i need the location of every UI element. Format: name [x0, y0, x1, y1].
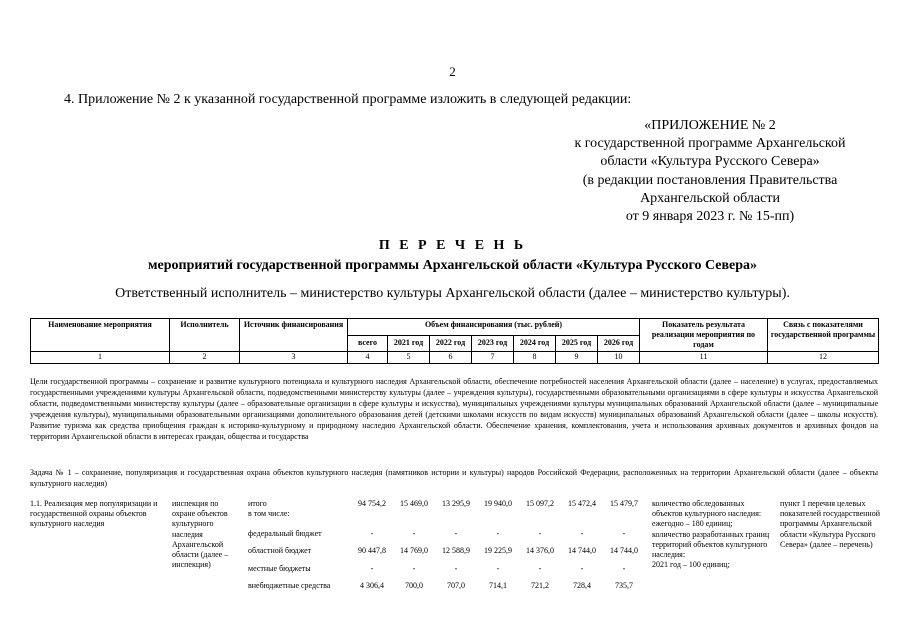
document-subtitle: мероприятий государственной программы Архангельской области «Культура Русского Севера» [147, 258, 758, 273]
header-year: 2024 год [514, 335, 556, 352]
responsible-executor: Ответственный исполнитель – министерство культуры Архангельской области (далее – министерство культуры). [115, 286, 790, 301]
table-header [30, 318, 879, 364]
value-year: 721,2 [531, 581, 549, 590]
header-total: всего [348, 335, 388, 352]
value-year: - [412, 529, 416, 538]
header-year: 2026 год [598, 335, 640, 352]
value-year: 15 469,0 [400, 499, 428, 508]
value-year: 14 769,0 [400, 546, 428, 555]
value-year: - [580, 529, 584, 538]
source-label: областной бюджет [248, 546, 312, 555]
value-year: - [622, 564, 626, 573]
value-year: - [538, 564, 542, 573]
value-year: 12 588,9 [442, 546, 470, 555]
appendix-block [540, 117, 880, 226]
appendix-line: Архангельской области [640, 190, 780, 206]
header-year: 2025 год [556, 335, 598, 352]
value-year: - [454, 529, 458, 538]
document-title: П Е Р Е Ч Е Н Ь [378, 238, 527, 253]
column-number: 2 [170, 352, 240, 364]
column-number: 6 [430, 352, 472, 364]
column-number: 8 [514, 352, 556, 364]
column-number: 3 [240, 352, 348, 364]
appendix-line: от 9 января 2023 г. № 15-пп) [625, 209, 795, 225]
column-number: 9 [556, 352, 598, 364]
value-year: 700,0 [405, 581, 423, 590]
value-year: 14 376,0 [526, 546, 554, 555]
column-number: 7 [472, 352, 514, 364]
value-year: - [412, 564, 416, 573]
column-number: 4 [348, 352, 388, 364]
value-year: 14 744,0 [568, 546, 596, 555]
column-number: 5 [388, 352, 430, 364]
value-year: 13 295,9 [442, 499, 470, 508]
value-year: 15 472,4 [568, 499, 596, 508]
value-year: - [496, 564, 500, 573]
source-label: федеральный бюджет [248, 529, 322, 538]
header-year: 2022 год [430, 335, 472, 352]
value-year: - [580, 564, 584, 573]
appendix-line: к государственной программе Архангельской [574, 136, 846, 152]
header-executor: Исполнитель [170, 319, 240, 352]
value-year: 19 940,0 [484, 499, 512, 508]
measure-executor: инспекция по охране объектов культурного наследия Архангельской области (далее – инспекция) [172, 499, 229, 570]
column-number: 10 [598, 352, 640, 364]
program-indicator-link: пункт 1 перечня целевых показателей государственной программы Архангельской области «Культура Русского Севера» (далее – перечень) [780, 499, 880, 549]
column-number: 12 [768, 352, 879, 364]
value-total: 4 306,4 [360, 581, 384, 590]
page-number: 2 [449, 64, 456, 79]
task-description: Задача № 1 – сохранение, популяризация и государственная охрана объектов культурного наследия (памятников истории и культуры) народов Российской Федерации, расположенных на территории Архангельской области (далее – объекты культурного наследия) [30, 468, 878, 489]
result-indicator: количество обследованных объектов культурного наследия: ежегодно – 180 единиц; количество разработанных границ территорий объектов культурного наследия: 2021 год – 100 единиц; [652, 499, 770, 570]
value-year: - [538, 529, 542, 538]
value-year: - [622, 529, 626, 538]
appendix-line: (в редакции постановления Правительства [582, 172, 838, 188]
program-goals: Цели государственной программы – сохранение и развитие культурного потенциала и культурного наследия Архангельской области, обеспечение потребностей населения Архангельской области (далее – население) в услугах, предоставляемых государственными учреждениями культуры Архангельской области, подведомственными министерству культуры (далее – учреждения культуры), государственными образовательными организациями в сфере культуры и искусства Архангельской области, подведомственными министерству культуры (далее – образовательные организации в сфере культуры и искусства), муниципальных учреждениями культуры муниципальных образований Архангельской области (далее – муниципальные учреждения культуры), муниципальными образовательными организациями дополнительного образования детей (детскими школами искусств по видам искусств) муниципальных образований Архангельской области (далее – школы искусств). Развитие туризма как средства приобщения граждан к историко-культурному и природному наследию Архангельской области. Обеспечение хранения, комплектования, учета и использования архивных документов и архивных фондов на территории Архангельской области в интересах граждан, общества и государства [30, 377, 878, 442]
column-number: 11 [640, 352, 768, 364]
value-total: 90 447,8 [358, 546, 386, 555]
intro-paragraph: 4. Приложение № 2 к указанной государственной программе изложить в следующей редакции: [64, 92, 632, 107]
source-label: внебюджетные средства [248, 581, 331, 590]
header-name: Наименование мероприятия [31, 319, 170, 352]
value-year: 728,4 [573, 581, 591, 590]
value-total: - [370, 564, 374, 573]
value-year: 14 744,0 [610, 546, 638, 555]
value-total: 94 754,2 [358, 499, 386, 508]
value-year: 735,7 [615, 581, 633, 590]
header-year: 2021 год [388, 335, 430, 352]
source-label: итого в том числе: [248, 499, 290, 519]
value-year: 19 225,9 [484, 546, 512, 555]
appendix-line: области «Культура Русского Севера» [600, 154, 820, 170]
value-year: 714,1 [489, 581, 507, 590]
value-total: - [370, 529, 374, 538]
header-result: Показатель результата реализации мероприятия по годам [640, 319, 768, 352]
header-link: Связь с показателями государственной программы [768, 319, 879, 352]
source-label: местные бюджеты [248, 564, 311, 573]
column-number: 1 [31, 352, 170, 364]
header-volume: Объем финансирования (тыс. рублей) [348, 319, 640, 336]
header-source: Источник финансирования [240, 319, 348, 352]
appendix-line: «ПРИЛОЖЕНИЕ № 2 [644, 118, 776, 133]
value-year: - [454, 564, 458, 573]
value-year: 15 097,2 [526, 499, 554, 508]
value-year: 707,0 [447, 581, 465, 590]
value-year: 15 479,7 [610, 499, 638, 508]
header-year: 2023 год [472, 335, 514, 352]
value-year: - [496, 529, 500, 538]
measure-name: 1.1. Реализация мер популяризации и государственной охраны объектов культурного наследия [30, 499, 158, 529]
